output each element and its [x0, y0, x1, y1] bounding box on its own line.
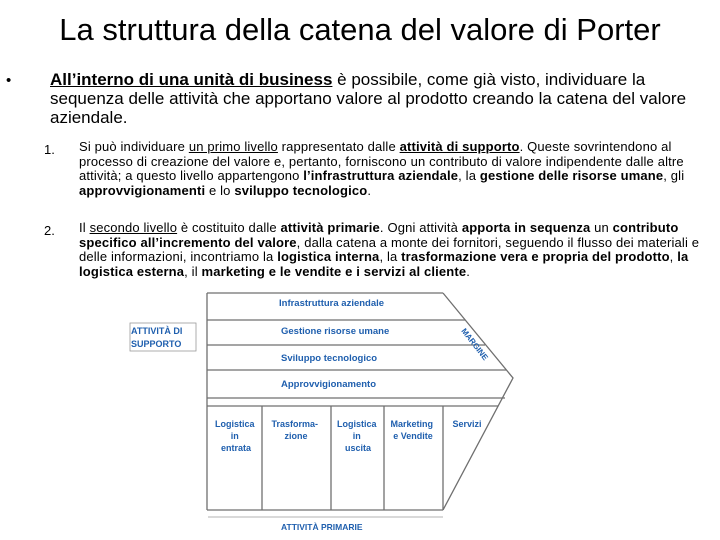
item1-underlined: un primo livello: [188, 139, 278, 154]
item1-text: e lo: [205, 182, 235, 198]
item2-text: ,: [669, 249, 678, 265]
item1-key-term: approvvigionamenti: [79, 182, 206, 198]
primary-logistica-entrata: Logistica in entrata: [214, 419, 255, 453]
item2-text: , dalla catena a monte dei fornitori, seguendo il flusso dei materiali e delle informazioni, incontriamo la: [79, 234, 700, 265]
intro-lead: All’interno di una unità di business: [50, 70, 333, 89]
item1-key-term: l’infrastruttura aziendale: [303, 168, 459, 184]
item2-key-term: logistica interna: [277, 249, 380, 265]
intro-rest: è possibile, come già visto, individuare la sequenza delle attività che apportano valore al prodotto creando la catena del valore aziendale.: [50, 70, 687, 127]
item1-text: , gli: [663, 168, 685, 184]
item2-text: è costituito dalle: [177, 220, 281, 235]
item2-text: , la: [379, 249, 402, 265]
primary-marketing-vendite: Marketing e Vendite: [390, 419, 433, 441]
item1-key-term: sviluppo tecnologico: [234, 182, 368, 198]
support-activities-label: ATTIVITÀ DI: [131, 326, 183, 336]
item2-key-term: la logistica esterna: [79, 249, 689, 279]
item-number-1: 1.: [44, 142, 55, 157]
item2-text: . Ogni attività: [379, 220, 462, 235]
item1-text: rappresentato dalle: [277, 139, 400, 154]
item-number-2: 2.: [44, 223, 55, 238]
item2-text: Il: [79, 220, 90, 235]
support-row-risorse-umane: Gestione risorse umane: [281, 326, 390, 337]
item2-key-term: trasformazione vera e propria del prodotto: [401, 249, 670, 265]
item1-key-term: attività di supporto: [399, 139, 520, 154]
support-row-infrastruttura: Infrastruttura aziendale: [279, 298, 385, 309]
support-row-approvvigionamento: Approvvigionamento: [281, 379, 377, 390]
item1-text: Si può individuare: [79, 139, 189, 154]
item2-text: , il: [184, 263, 202, 279]
primary-servizi: Servizi: [452, 419, 482, 429]
primary-activities-label: ATTIVITÀ PRIMARIE: [281, 522, 363, 532]
item2-underlined: secondo livello: [89, 220, 178, 235]
item2-key-term: attività primarie: [280, 220, 380, 235]
item1-text: . Queste sovrintendono al processo di creazione del valore e, pertanto, forniscono un contributo di valore indipendente dalle altre attività; a questo livello appartengono: [79, 139, 684, 184]
slide-title: La struttura della catena del valore di Porter: [59, 12, 661, 47]
item1-key-term: gestione delle risorse umane: [479, 168, 664, 184]
margin-label: MARGINE: [459, 326, 490, 363]
item1-text: , la: [458, 168, 480, 184]
primary-logistica-uscita: Logistica in uscita: [336, 419, 377, 453]
item2-key-term: contributo specifico all’incremento del valore: [79, 220, 679, 250]
support-row-sviluppo: Sviluppo tecnologico: [281, 353, 378, 364]
primary-trasformazione: Trasforma- zione: [271, 419, 319, 441]
item1-text: .: [367, 182, 372, 198]
item2-text: un: [590, 220, 613, 235]
item2-key-term: marketing e le vendite e i servizi al cliente: [201, 263, 467, 279]
item2-key-term: apporta in sequenza: [461, 220, 591, 235]
margin-chevron: [443, 293, 513, 510]
bullet-marker: •: [6, 72, 12, 89]
support-activities-label-2: SUPPORTO: [131, 339, 182, 349]
item2-text: .: [466, 263, 470, 279]
